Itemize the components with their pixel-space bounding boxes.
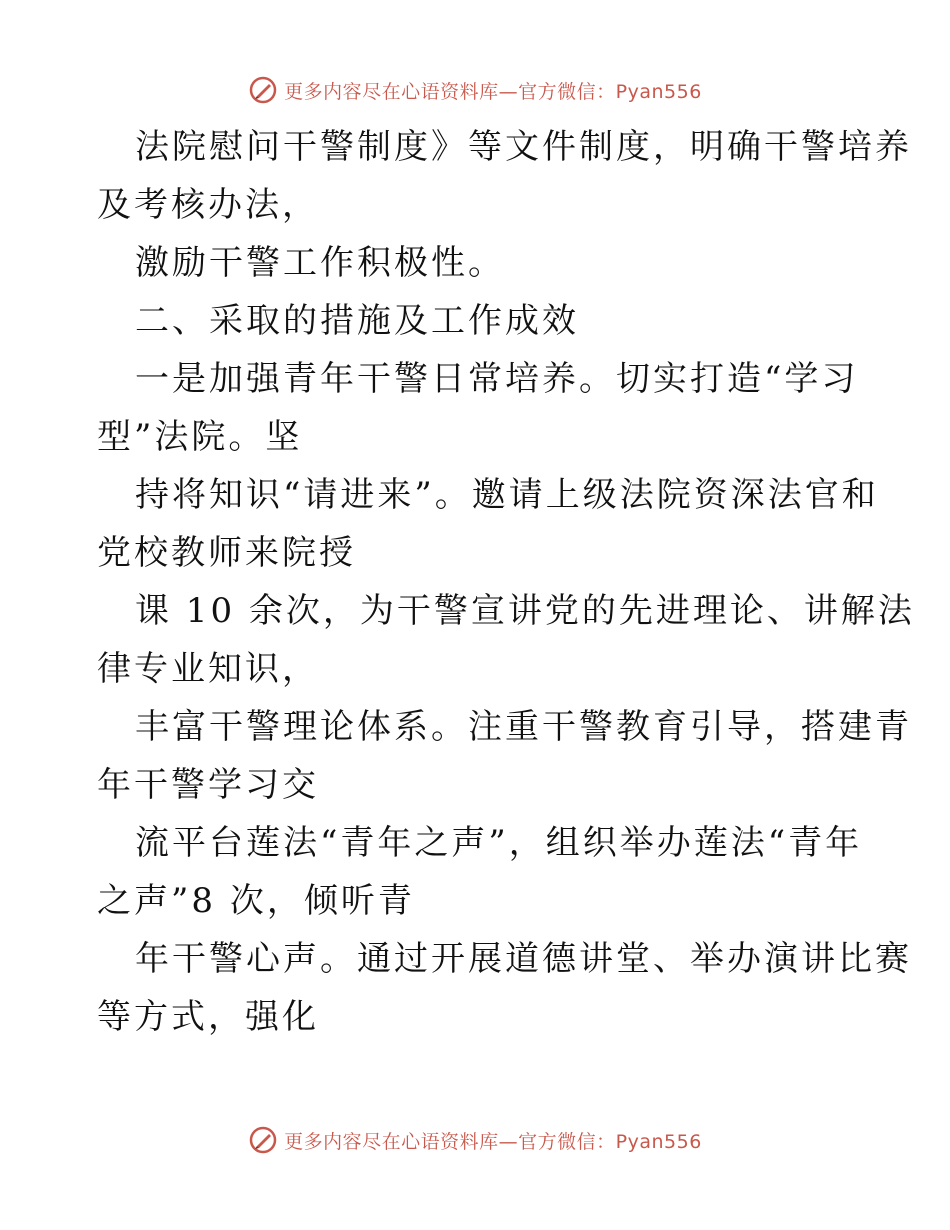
footer-watermark [0, 1122, 950, 1158]
text-line: 激励干警工作积极性。 [135, 243, 505, 283]
header-watermark [0, 72, 950, 108]
document-body [97, 118, 915, 1046]
pen-logo-icon [248, 75, 278, 105]
watermark-text: 更多内容尽在心语资料库—官方微信：Pyan556 [284, 1130, 702, 1153]
section-heading: 二、采取的措施及工作成效 [135, 301, 579, 341]
text-line: 型”法院。坚 [97, 417, 303, 457]
pen-logo-icon [248, 1125, 278, 1155]
text-line: 党校教师来院授 [97, 533, 356, 573]
text-line: 法院慰问干警制度》等文件制度，明确干警培养 [135, 127, 912, 167]
text-line: 律专业知识， [97, 649, 319, 689]
text-line: 丰富干警理论体系。注重干警教育引导，搭建青 [135, 707, 912, 747]
watermark-text: 更多内容尽在心语资料库—官方微信：Pyan556 [284, 80, 702, 103]
text-line: 持将知识“请进来”。邀请上级法院资深法官和 [135, 475, 879, 515]
text-line: 一是加强青年干警日常培养。切实打造“学习 [135, 359, 859, 399]
text-line: 之声”8 次，倾听青 [97, 881, 415, 921]
text-line: 年干警学习交 [97, 765, 319, 805]
text-line: 流平台莲法“青年之声”，组织举办莲法“青年 [135, 823, 863, 863]
text-line: 等方式，强化 [97, 997, 319, 1037]
text-line: 课 10 余次，为干警宣讲党的先进理论、讲解法 [135, 591, 915, 631]
text-line: 及考核办法， [97, 185, 319, 225]
text-line: 年干警心声。通过开展道德讲堂、举办演讲比赛 [135, 939, 912, 979]
